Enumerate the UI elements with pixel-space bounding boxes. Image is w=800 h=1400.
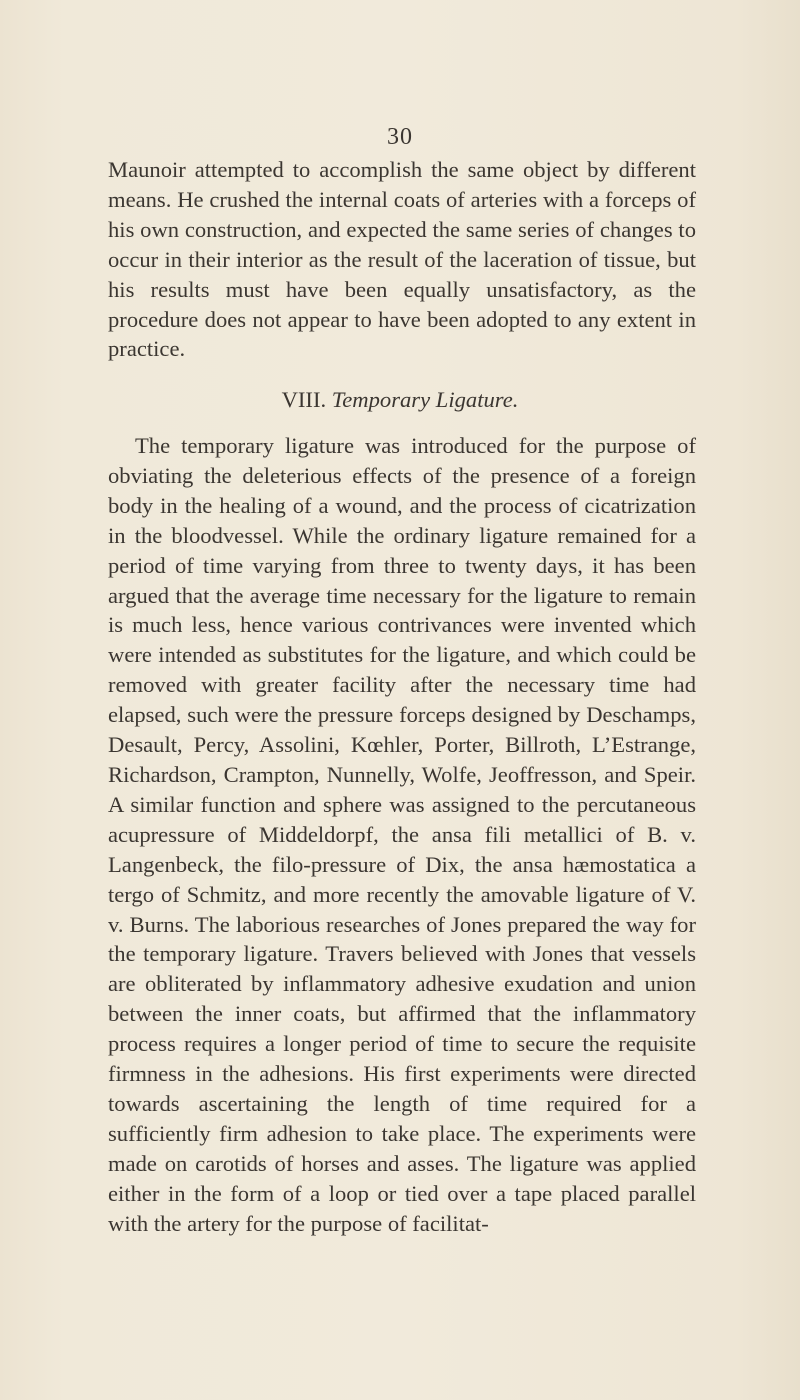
page-number: 30: [387, 124, 413, 150]
paragraph-temporary-ligature: [108, 431, 696, 1238]
section-numeral: VIII.: [281, 387, 327, 412]
section-title: Temporary Ligature.: [331, 387, 519, 412]
section-heading: [0, 385, 800, 415]
paragraph-maunoir: [108, 155, 696, 364]
paragraph-text: The temporary ligature was introduced for the purpose of obviating the deleterious effects of the presence of a foreign body in the healing of a wound, and the process of cicatrization in the bloodvessel. While the ordinary ligature remained for a period of time varying from three to twenty days, it has been argued that the average time necessary for the ligature to remain is much less, hence various contrivances were invented which were intended as substitutes for the ligature, and which could be removed with greater facility after the necessary time had elapsed, such were the pressure forceps designed by Deschamps, Desault, Percy, Assolini, Kœhler, Porter, Billroth, L’Estrange, Richardson, Crampton, Nunnelly, Wolfe, Jeoffresson, and Speir. A similar function and sphere was assigned to the percutaneous acupressure of Middeldorpf, the ansa fili metallici of B. v. Langenbeck, the filo-pressure of Dix, the ansa hæmostatica a tergo of Schmitz, and more recently the amovable ligature of V. v. Burns. The laborious researches of Jones prepared the way for the temporary ligature. Travers believed with Jones that vessels are obliterated by inflammatory adhesive exudation and union between the inner coats, but affirmed that the inflammatory process requires a longer period of time to secure the requisite firmness in the adhesions. His first experiments were directed towards ascertaining the length of time required for a sufficiently firm adhesion to take place. The experiments were made on carotids of horses and asses. The ligature was applied either in the form of a loop or tied over a tape placed parallel with the artery for the purpose of facilitat-: [108, 433, 696, 1236]
paragraph-text: Maunoir attempted to accomplish the same object by different means. He crushed the internal coats of arteries with a forceps of his own construction, and expected the same series of changes to occur in their interior as the result of the laceration of tissue, but his results must have been equally unsatisfactory, as the procedure does not appear to have been adopted to any extent in practice.: [108, 157, 696, 362]
